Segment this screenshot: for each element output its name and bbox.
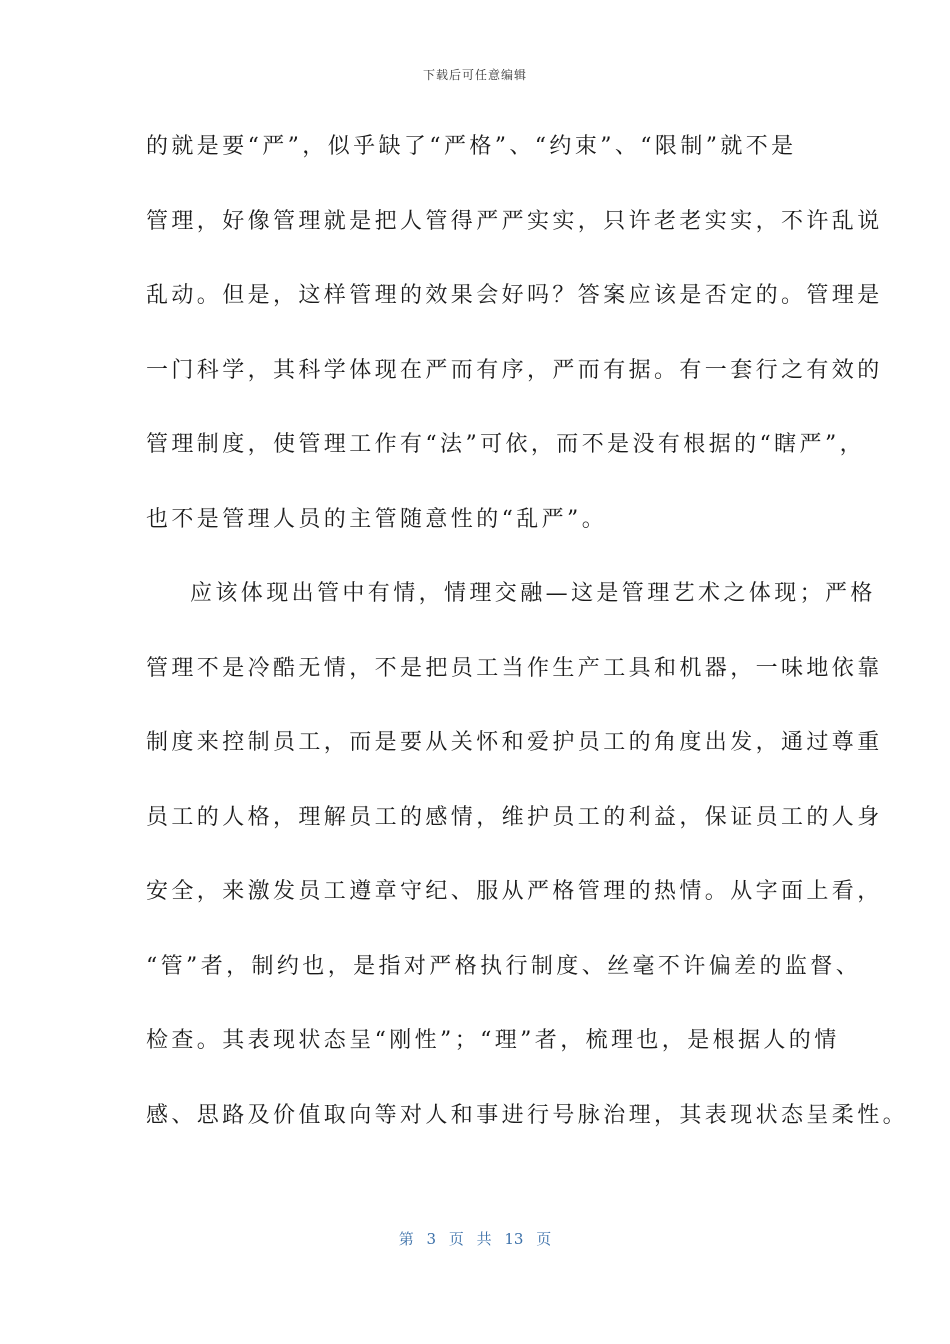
text-line: 安全，来激发员工遵章守纪、服从严格管理的热情。从字面上看， (146, 879, 883, 904)
text-line: 一门科学，其科学体现在严而有序，严而有据。有一套行之有效的 (146, 357, 883, 383)
text-line: 检查。其表现状态呈“刚性”；“理”者，梳理也，是根据人的情 (146, 1028, 840, 1053)
text-line: 制度来控制员工，而是要从关怀和爱护员工的角度出发，通过尊重 (146, 730, 883, 755)
text-line: 的就是要“严”，似乎缺了“严格”、“约束”、“限制”就不是 (146, 134, 797, 159)
text-line: “管”者，制约也，是指对严格执行制度、丝毫不许偏差的监督、 (146, 953, 862, 979)
text-line: 感、思路及价值取向等对人和事进行号脉治理，其表现状态呈柔性。 (146, 1102, 909, 1128)
text-line: 也不是管理人员的主管随意性的“乱严”。 (146, 506, 608, 532)
page-number: 第 3 页 共 13 页 (398, 1230, 552, 1248)
document-body (146, 122, 909, 1165)
text-line: 乱动。但是，这样管理的效果会好吗？答案应该是否定的。管理是 (146, 283, 883, 308)
text-line: 管理，好像管理就是把人管得严严实实，只许老老实实，不许乱说 (146, 208, 883, 234)
paragraph-start-line: 应该体现出管中有情，情理交融—这是管理艺术之体现；严格 (190, 581, 876, 606)
text-line: 员工的人格，理解员工的感情，维护员工的利益，保证员工的人身 (146, 804, 883, 830)
text-line: 管理制度，使管理工作有“法”可依，而不是没有根据的“瞎严”， (146, 432, 865, 457)
page-header: 下载后可任意编辑 (422, 68, 527, 82)
text-line: 管理不是冷酷无情，不是把员工当作生产工具和机器，一味地依靠 (146, 655, 883, 681)
